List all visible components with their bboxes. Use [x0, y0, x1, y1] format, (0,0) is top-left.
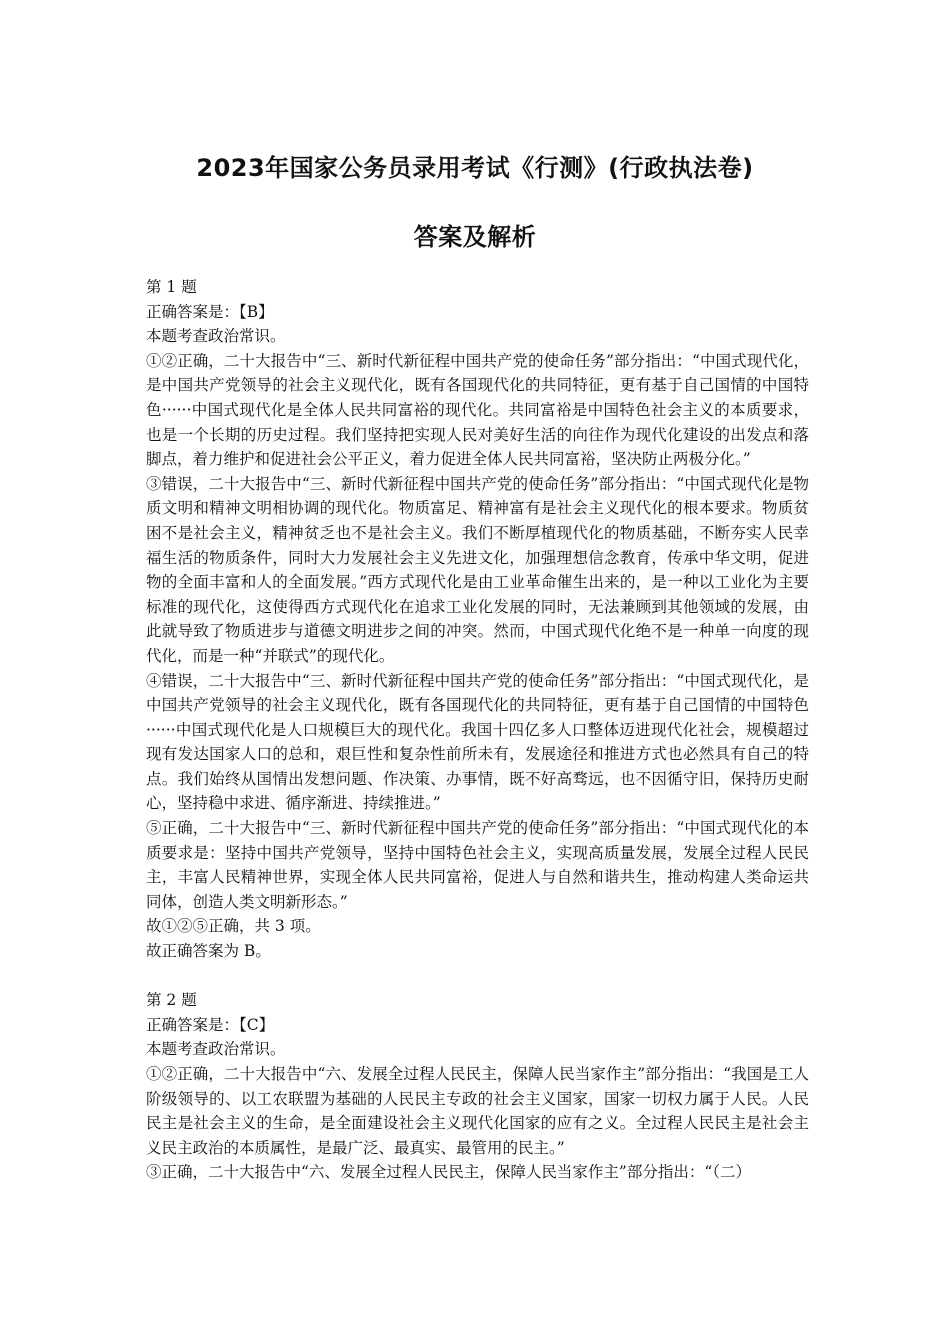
explanation-paragraph: ③正确，二十大报告中“六、发展全过程人民民主，保障人民当家作主”部分指出：“（二） — [146, 1163, 752, 1182]
answer-line: 正确答案是：【B】 — [146, 302, 274, 321]
section-gap — [146, 964, 809, 989]
question-1 — [146, 275, 809, 964]
question-2 — [146, 988, 809, 1185]
explanation-paragraph: ④错误，二十大报告中“三、新时代新征程中国共产党的使命任务”部分指出：“中国式现代化，是中国共产党领导的社会主义现代化，既有各国现代化的共同特征，更有基于自己国情的中国特色······中国式现代化是人口规模巨大的现代化。我国十四亿多人口整体迈进现代化社会，规模超过现有发达国家人口的总和，艰巨性和复杂性前所未有，发展途径和推进方式也必然具有自己的特点。我们始终从国情出发想问题、作决策、办事情，既不好高骛远，也不因循守旧，保持历史耐心，坚持稳中求进、循序渐进、持续推进。” — [146, 671, 809, 813]
question-heading: 第 1 题 — [146, 278, 197, 296]
document-body — [146, 275, 809, 1185]
question-heading: 第 2 题 — [146, 991, 197, 1010]
explanation-paragraph: ①②正确，二十大报告中“三、新时代新征程中国共产党的使命任务”部分指出：“中国式现代化，是中国共产党领导的社会主义现代化，既有各国现代化的共同特征，更有基于自己国情的中国特色······中国式现代化是全体人民共同富裕的现代化。共同富裕是中国特色社会主义的本质要求，也是一个长期的历史过程。我们坚持把实现人民对美好生活的向往作为现代化建设的出发点和落脚点，着力维护和促进社会公平正义，着力促进全体人民共同富裕，坚决防止两极分化。” — [146, 351, 809, 469]
explanation-paragraph: ③错误，二十大报告中“三、新时代新征程中国共产党的使命任务”部分指出：“中国式现代化是物质文明和精神文明相协调的现代化。物质富足、精神富有是社会主义现代化的根本要求。物质贫困不是社会主义，精神贫乏也不是社会主义。我们不断厚植现代化的物质基础，不断夯实人民幸福生活的物质条件，同时大力发展社会主义先进文化，加强理想信念教育，传承中华文明，促进物的全面丰富和人的全面发展。”西方式现代化是由工业革命催生出来的，是一种以工业化为主要标准的现代化，这使得西方式现代化在追求工业化发展的同时，无法兼顾到其他领域的发展，由此就导致了物质进步与道德文明进步之间的冲突。然而，中国式现代化绝不是一种单一向度的现代化，而是一种“并联式”的现代化。 — [146, 474, 809, 665]
explanation-final-answer: 故正确答案为 B。 — [146, 942, 271, 961]
question-topic: 本题考查政治常识。 — [146, 1040, 286, 1059]
explanation-paragraph: ⑤正确，二十大报告中“三、新时代新征程中国共产党的使命任务”部分指出：“中国式现代化的本质要求是：坚持中国共产党领导，坚持中国特色社会主义，实现高质量发展，发展全过程人民民主，丰富人民精神世界，实现全体人民共同富裕，促进人与自然和谐共生，推动构建人类命运共同体，创造人类文明新形态。” — [146, 819, 809, 911]
answer-line: 正确答案是：【C】 — [146, 1015, 275, 1034]
document-title: 2023年国家公务员录用考试《行测》(行政执法卷) — [196, 154, 754, 182]
question-topic: 本题考查政治常识。 — [146, 327, 286, 346]
document-subtitle: 答案及解析 — [413, 223, 537, 251]
explanation-conclusion: 故①②⑤正确，共 3 项。 — [146, 917, 321, 936]
explanation-paragraph: ①②正确，二十大报告中“六、发展全过程人民民主，保障人民当家作主”部分指出：“我国是工人阶级领导的、以工农联盟为基础的人民民主专政的社会主义国家，国家一切权力属于人民。人民民主是社会主义的生命，是全面建设社会主义现代化国家的应有之义。全过程人民民主是社会主义民主政治的本质属性，是最广泛、最真实、最管用的民主。” — [146, 1065, 809, 1157]
